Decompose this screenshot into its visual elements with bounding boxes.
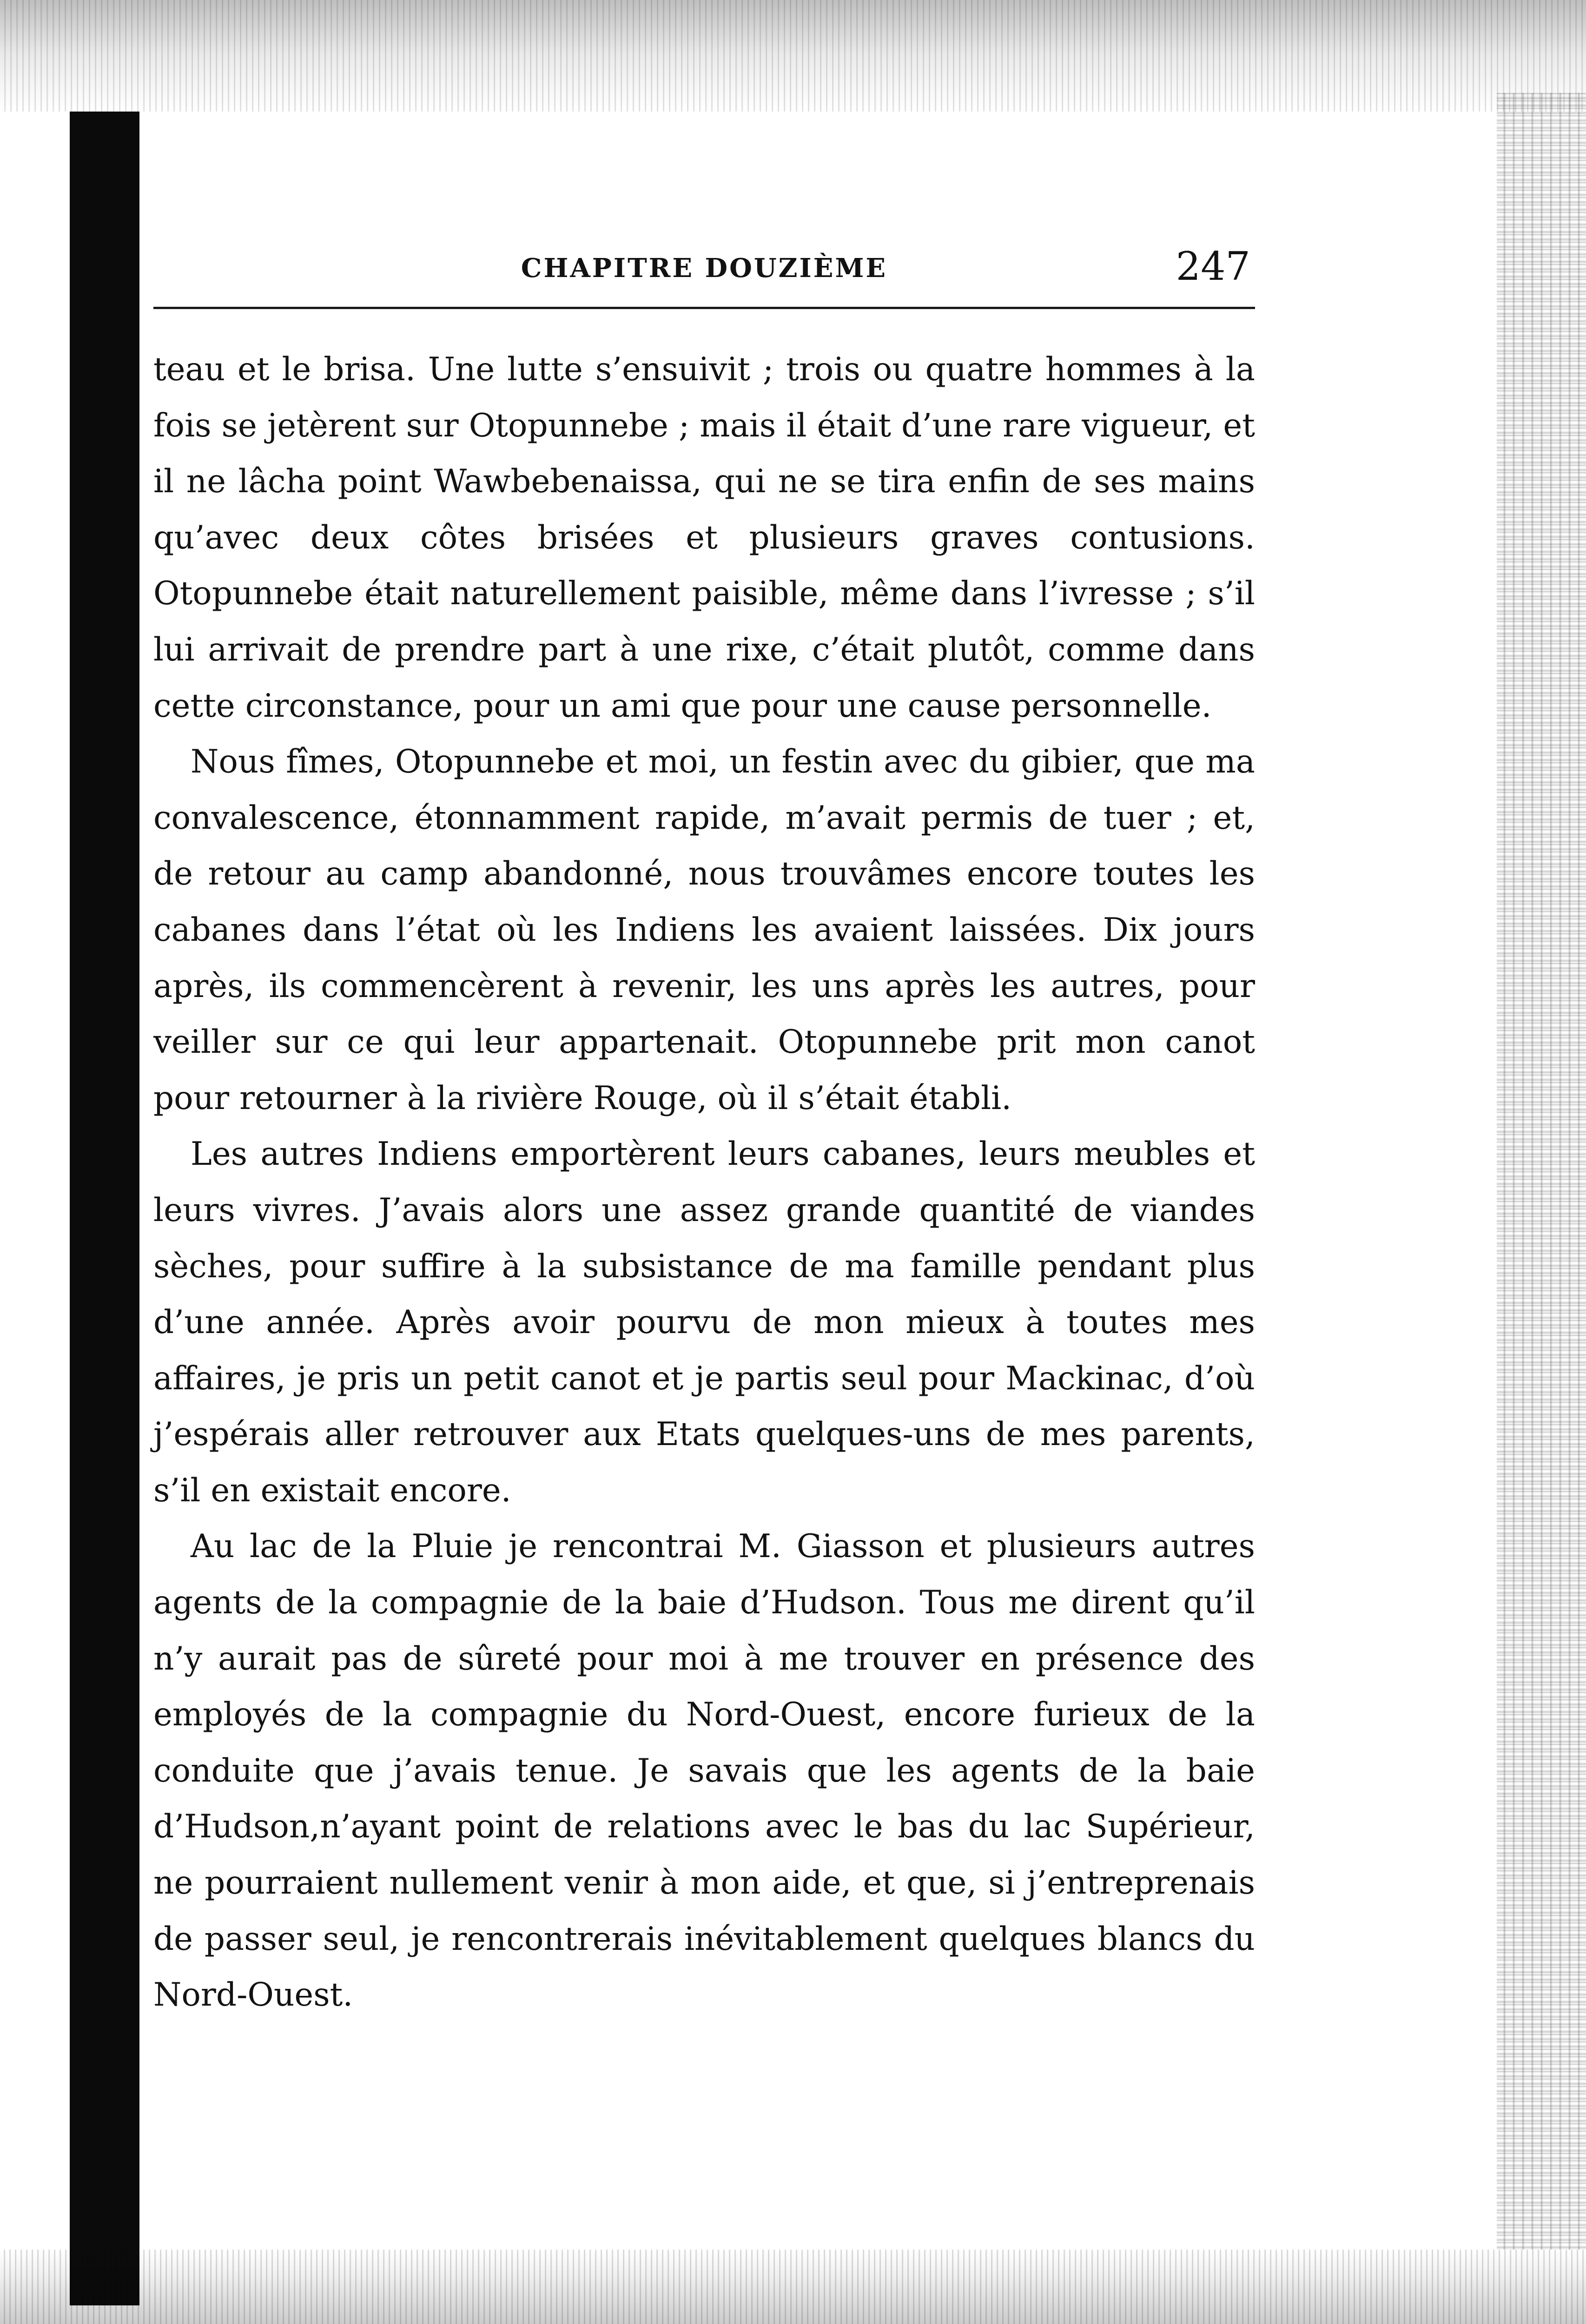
header-rule	[153, 307, 1255, 309]
paragraph-3: Les autres Indiens emportèrent leurs cabanes, leurs meubles et leurs vivres. J’avais alors une assez grande quantité de viandes sèches, pour suffire à la subsistance de ma famille pendant plus d’une année. Après avoir pourvu de mon mieux à toutes mes affaires, je pris un petit canot et je partis seul pour Mackinac, d’où j’espérais aller retrouver aux Etats quelques-uns de mes parents, s’il en existait encore.	[153, 1136, 1255, 1509]
paragraph-4: Au lac de la Pluie je rencontrai M. Giasson et plusieurs autres agents de la compagnie de la baie d’Hudson. Tous me dirent qu’il n’y aurait pas de sûreté pour moi à me trouver en présence des employés de la compagnie du Nord-Ouest, encore furieux de la conduite que j’avais tenue. Je savais que les agents de la baie d’Hudson,n’ayant point de relations avec le bas du lac Supérieur, ne pourraient nullement venir à mon aide, et que, si j’entreprenais de passer seul, je rencontrerais inévitablement quelques blancs du Nord-Ouest.	[153, 1528, 1255, 2014]
scan-bottom-edge	[0, 2250, 1586, 2324]
page-number: 247	[1176, 244, 1250, 289]
scan-right-edge	[1497, 93, 1586, 2250]
body-text	[153, 342, 1255, 2023]
running-head	[153, 242, 1255, 297]
scan-top-edge	[0, 0, 1586, 112]
paragraph-2: Nous fîmes, Otopunnebe et moi, un festin avec du gibier, que ma convalescence, étonnamment rapide, m’avait permis de tuer ; et, de retour au camp abandonné, nous trouvâmes encore toutes les cabanes dans l’état où les Indiens les avaient laissées. Dix jours après, ils commencèrent à revenir, les uns après les autres, pour veiller sur ce qui leur appartenait. Otopunnebe prit mon canot pour retourner à la rivière Rouge, où il s’était établi.	[153, 743, 1255, 1117]
paragraph-1: teau et le brisa. Une lutte s’ensuivit ; trois ou quatre hommes à la fois se jetèrent sur Otopunnebe ; mais il était d’une rare vigueur, et il ne lâcha point Wawbebenaissa, qui ne se tira enfin de ses mains qu’avec deux côtes brisées et plusieurs graves contusions. Otopunnebe était naturellement paisible, même dans l’ivresse ; s’il lui arrivait de prendre part à une rixe, c’était plutôt, comme dans cette circonstance, pour un ami que pour une cause personnelle.	[153, 351, 1255, 725]
scan-binding-shadow	[70, 112, 139, 2305]
chapter-title: CHAPITRE DOUZIÈME	[521, 253, 888, 284]
